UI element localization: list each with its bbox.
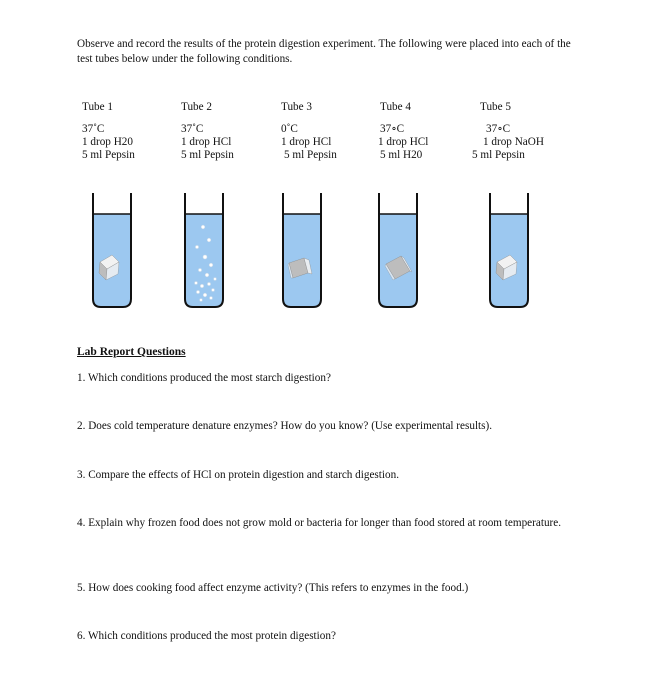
tube-name: Tube 5	[480, 101, 511, 113]
tube-pepsin: 5 ml Pepsin	[82, 149, 135, 161]
tube-name: Tube 4	[380, 101, 411, 113]
tube-name: Tube 1	[82, 101, 113, 113]
question-6: 6. Which conditions produced the most protein digestion?	[77, 630, 336, 642]
question-5: 5. How does cooking food affect enzyme activity? (This refers to enzymes in the food.)	[77, 582, 469, 594]
tube-drop: 1 drop HCl	[181, 136, 232, 148]
tube-temperature: 37∘C	[486, 123, 511, 135]
tube-drop: 1 drop HCl	[281, 136, 332, 148]
question-1: 1. Which conditions produced the most starch digestion?	[77, 372, 331, 384]
question-2: 2. Does cold temperature denature enzymes? How do you know? (Use experimental results).	[77, 420, 493, 432]
lab-report-title: Lab Report Questions	[77, 346, 186, 358]
test-tube-2	[185, 193, 223, 307]
question-4: 4. Explain why frozen food does not grow mold or bacteria for longer than food stored at room temperature.	[77, 517, 562, 529]
tube-temperature: 37˚C	[82, 123, 105, 135]
tube-temperature: 37˚C	[181, 123, 204, 135]
tube-temperature: 0˚C	[281, 123, 298, 135]
tube-name: Tube 3	[281, 101, 312, 113]
test-tube-3	[283, 193, 321, 307]
test-tube-5	[490, 193, 528, 307]
tube-name: Tube 2	[181, 101, 212, 113]
tube-pepsin: 5 ml Pepsin	[472, 149, 525, 161]
tube-pepsin: 5 ml H20	[380, 149, 423, 161]
tube-drop: 1 drop HCl	[378, 136, 429, 148]
test-tube-1	[93, 193, 131, 307]
tube-pepsin: 5 ml Pepsin	[181, 149, 234, 161]
tube-drop: 1 drop H20	[82, 136, 133, 148]
intro-text: Observe and record the results of the protein digestion experiment. The following were placed into each of the test tubes below under the following conditions.	[77, 38, 571, 65]
question-3: 3. Compare the effects of HCl on protein digestion and starch digestion.	[77, 469, 399, 481]
tube-pepsin: 5 ml Pepsin	[284, 149, 337, 161]
tube-temperature: 37∘C	[380, 123, 405, 135]
tube-drop: 1 drop NaOH	[483, 136, 544, 148]
test-tube-4	[379, 193, 417, 307]
